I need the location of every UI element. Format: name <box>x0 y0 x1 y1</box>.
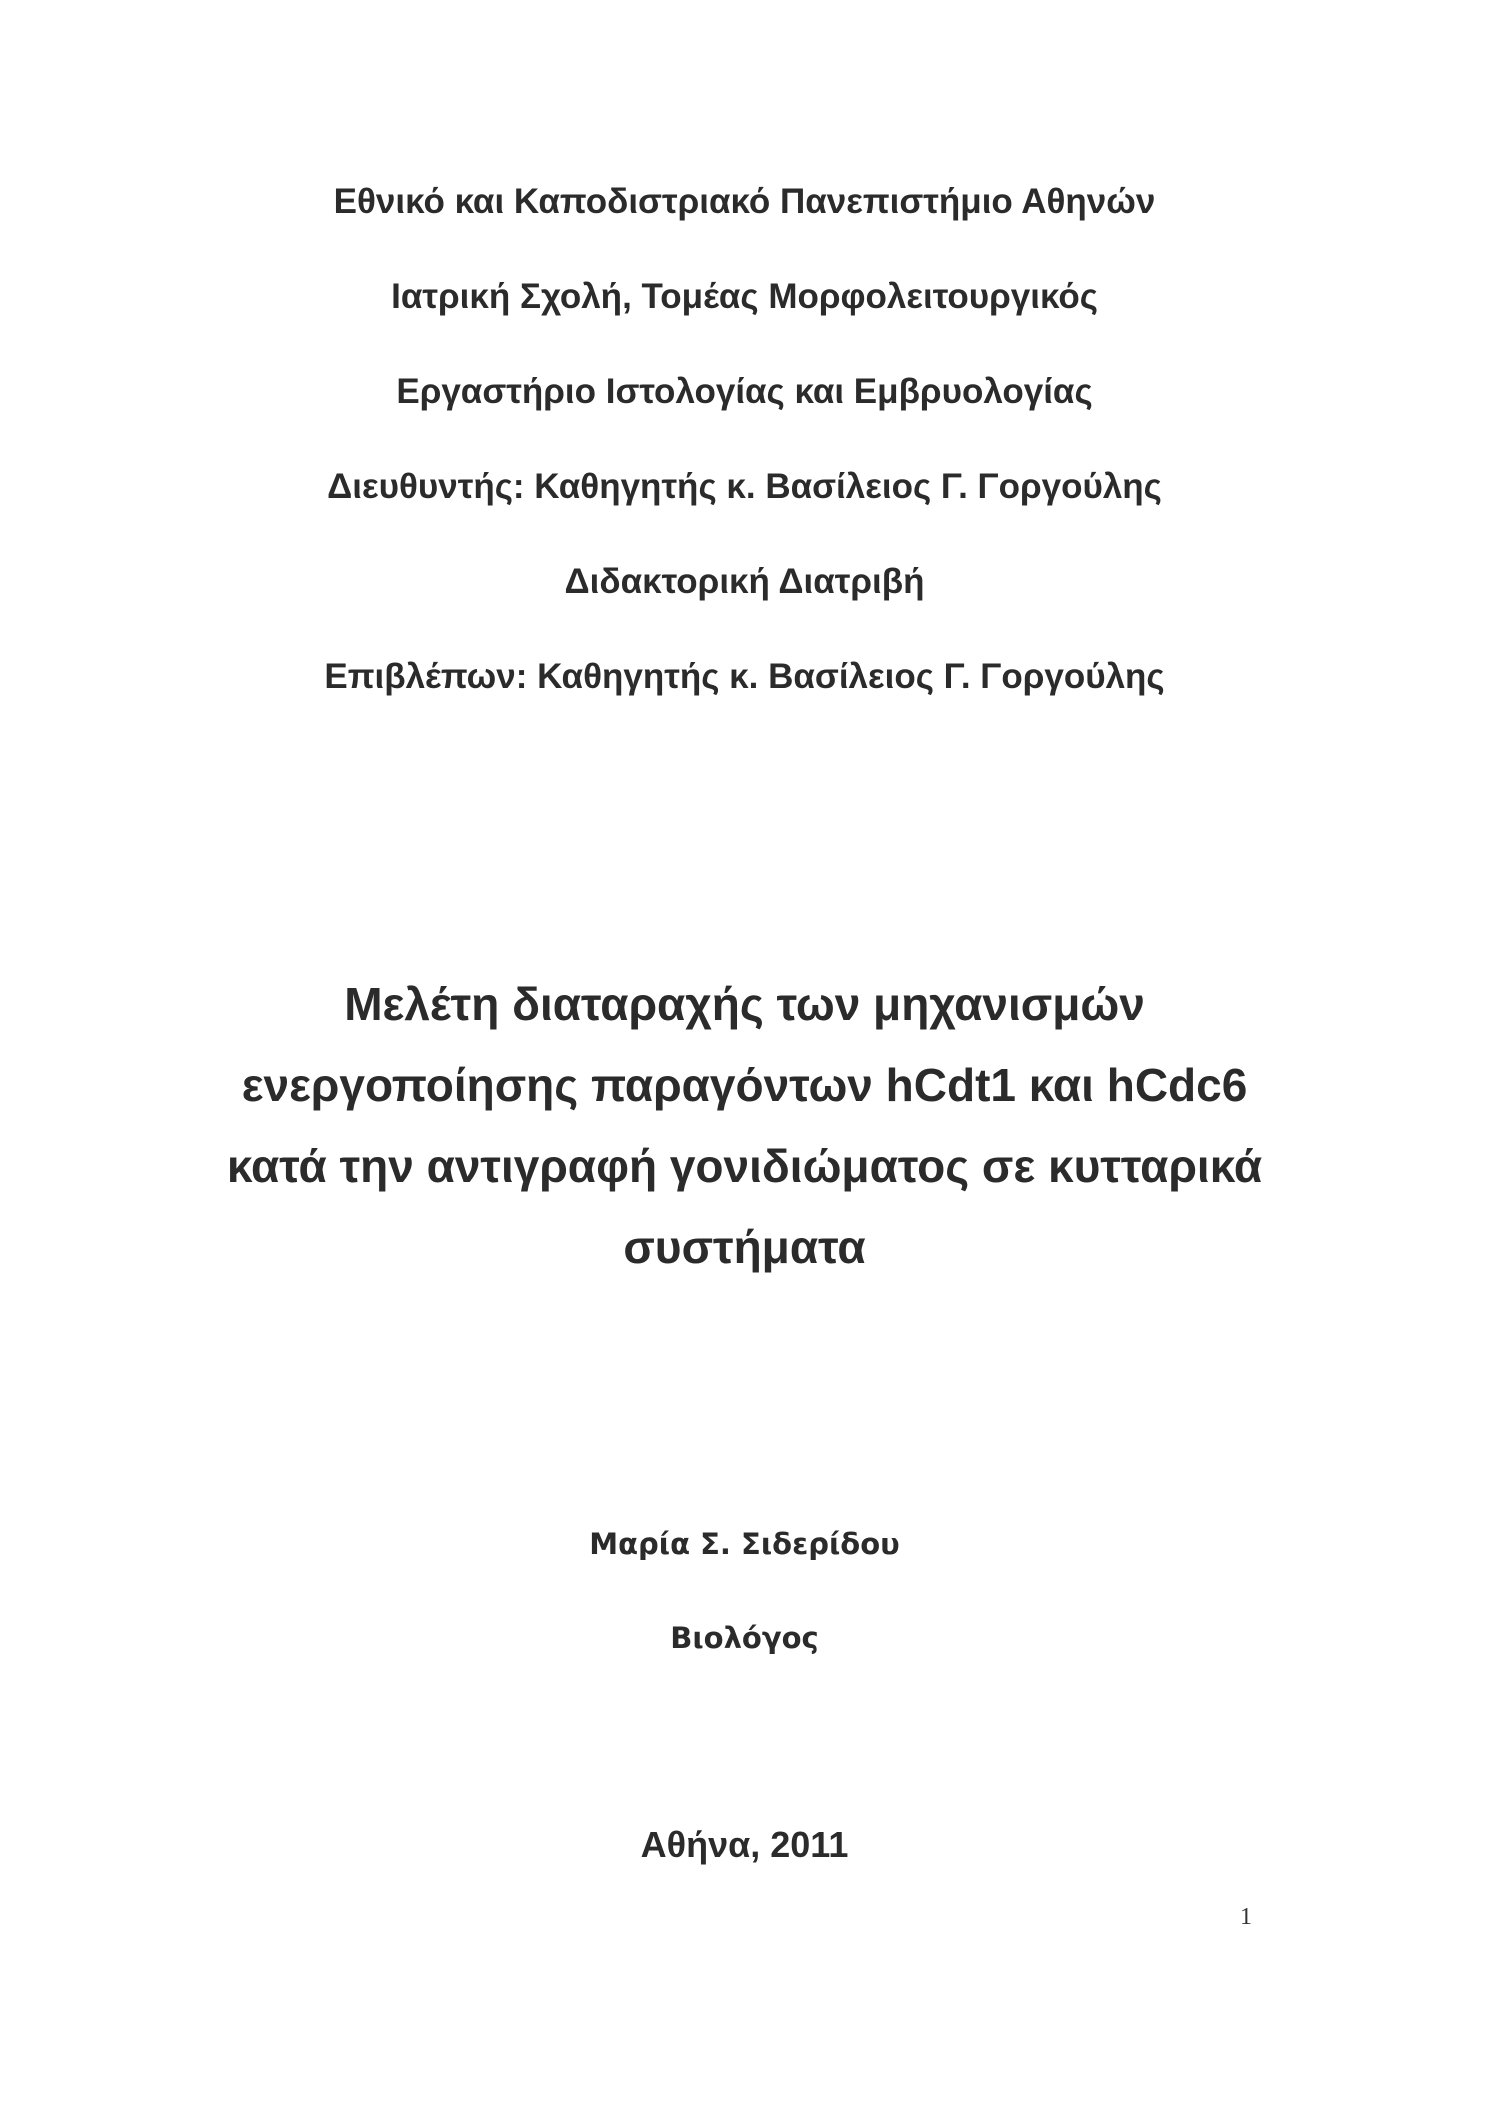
school-name: Ιατρική Σχολή, Τομέας Μορφολειτουργικός <box>391 277 1098 316</box>
page-number: 1 <box>1240 1904 1252 1930</box>
laboratory-name: Εργαστήριο Ιστολογίας και Εμβρυολογίας <box>396 372 1093 411</box>
director-line: Διευθυντής: Καθηγητής κ. Βασίλειος Γ. Γοργούλης <box>327 467 1162 506</box>
thesis-title-line: συστήματα <box>623 1221 866 1273</box>
university-name: Εθνικό και Καποδιστριακό Πανεπιστήμιο Αθηνών <box>333 182 1156 221</box>
document-type: Διδακτορική Διατριβή <box>564 562 925 601</box>
thesis-title-line: ενεργοποίησης παραγόντων hCdt1 και hCdc6 <box>241 1059 1248 1111</box>
supervisor-line: Επιβλέπων: Καθηγητής κ. Βασίλειος Γ. Γοργούλης <box>324 657 1165 696</box>
author-profession: Βιολόγος <box>670 1621 819 1655</box>
thesis-title-line: κατά την αντιγραφή γονιδιώματος σε κυτταρικά <box>226 1140 1263 1192</box>
thesis-title-line: Μελέτη διαταραχής των μηχανισμών <box>344 978 1145 1030</box>
place-and-year: Αθήνα, 2011 <box>640 1824 849 1865</box>
author-name: Μαρία Σ. Σιδερίδου <box>589 1527 900 1561</box>
